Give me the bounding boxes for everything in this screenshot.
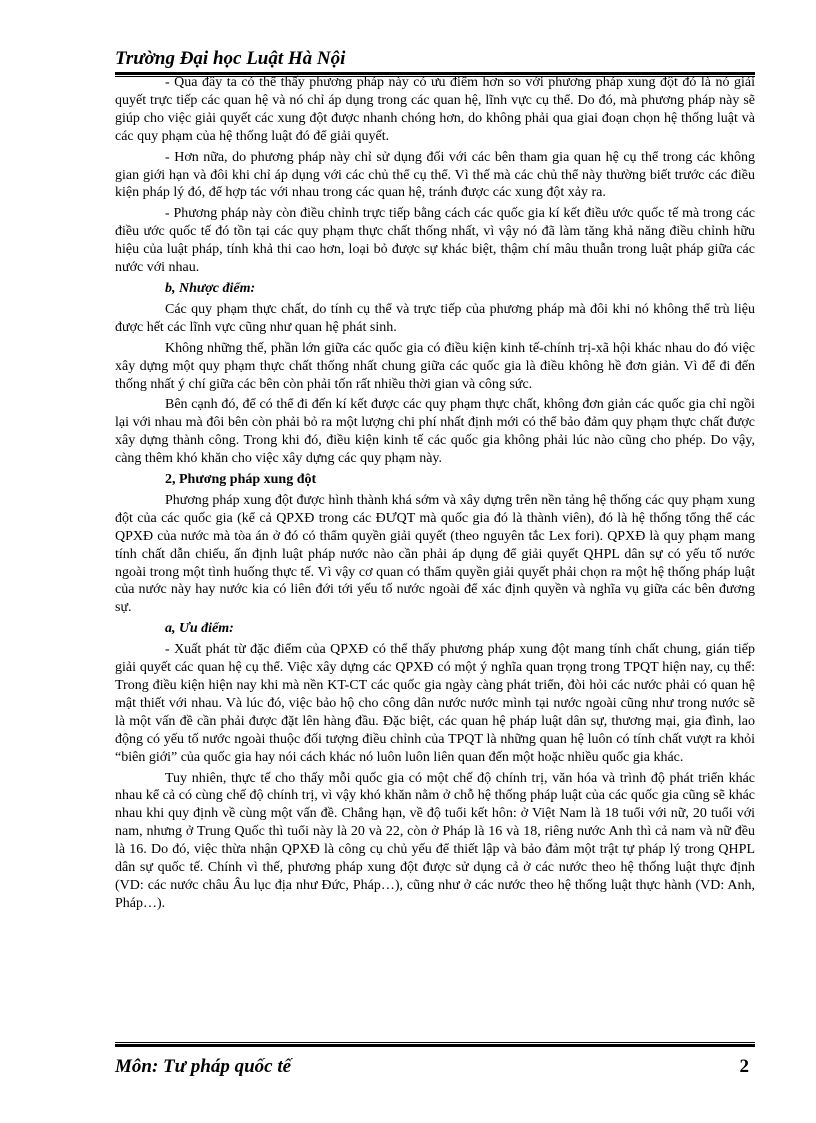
- paragraph: Không những thế, phần lớn giữa các quốc gia có điều kiện kinh tế-chính trị-xã hội khác nhau do đó việc xây dựng một quy phạm thực chất thống nhất chung giữa các quốc gia là điều không hề đơn giản. Vì để đi đến thống nhất ý chí giữa các bên còn phải tốn rất nhiều thời gian và công sức.: [115, 340, 755, 392]
- page-header: [115, 48, 755, 70]
- header-title: Trường Đại học Luật Hà Nội: [115, 48, 346, 69]
- paragraph: - Xuất phát từ đặc điểm của QPXĐ có thể thấy phương pháp xung đột mang tính chất chung, gián tiếp giải quyết các quan hệ cụ thể. Việc xây dựng các QPXĐ có một ý nghĩa quan trọng trong TPQT hiện nay, cụ thể: Trong điều kiện hiện nay khi mà nền KT-CT các quốc gia ngày càng phát triển, đòi hỏi các nước phải có quan hệ mật thiết với nhau. Và lúc đó, việc bảo hộ cho công dân nước nước mình tại nước ngoài cũng như trong nước sẽ là một vấn đề cần phải được đặt lên hàng đầu. Đặc biệt, các quan hệ pháp luật dân sự, thương mại, gia đình, lao động có yếu tố nước ngoài thuộc đối tượng điều chỉnh của TPQT là những quan hệ luôn có tính chất vượt ra khỏi “biên giới” của quốc gia hay nói cách khác nó luôn luôn liên quan đến một hoặc nhiều quốc gia khác.: [115, 642, 755, 765]
- paragraph: Phương pháp xung đột được hình thành khá sớm và xây dựng trên nền tảng hệ thống các quy phạm xung đột của các quốc gia (kể cả QPXĐ trong các ĐƯQT mà quốc gia đó là thành viên), đó là hệ thống tổng thể các QPXĐ của nước mà tòa án ở đó có thẩm quyền giải quyết (theo nguyên tắc Lex fori). QPXĐ là quy phạm mang tính chất dẫn chiếu, ấn định luật pháp nước nào cần phải áp dụng để giải quyết QHPL dân sự có yếu tố nước ngoài trong một tình huống thực tế. Vì vậy cơ quan có thẩm quyền giải quyết phải chọn ra một hệ thống pháp luật của nước này hay nước kia có liên đới tới yếu tố nước ngoài để xác định quyền và nghĩa vụ giữa các bên đương sự.: [115, 492, 755, 616]
- paragraph: - Phương pháp này còn điều chỉnh trực tiếp bằng cách các quốc gia kí kết điều ước quốc tế mà trong các điều ước quốc tế đó tồn tại các quy phạm thực chất thống nhất, vì vậy nó đã làm tăng khả năng điều chỉnh hữu hiệu của luật pháp, tính khả thi cao hơn, loại bỏ được sự khác biệt, thậm chí mâu thuẫn trong luật pháp giữa các nước với nhau.: [115, 206, 755, 276]
- footer-subject: Môn: Tư pháp quốc tế: [115, 1056, 292, 1077]
- subheading-advantages: a, Ưu điểm:: [165, 621, 234, 637]
- paragraph: - Qua đây ta có thể thấy phương pháp này có ưu điểm hơn so với phương pháp xung đột đó là nó giải quyết trực tiếp các quan hệ và nó chỉ áp dụng trong các quan hệ, lĩnh vực cụ thể. Do đó, mà phương pháp này sẽ giúp cho việc giải quyết các xung đột được nhanh chóng hơn, do không phải qua giai đoạn chọn hệ thống luật và các quy phạm của hệ thống luật đó để giải quyết.: [115, 75, 755, 144]
- subheading-disadvantages: b, Nhược điểm:: [165, 280, 256, 296]
- paragraph: - Hơn nữa, do phương pháp này chỉ sử dụng đối với các bên tham gia quan hệ cụ thể trong các không gian giới hạn và đôi khi chỉ áp dụng với các chủ thể cụ thể. Vì thế mà các chủ thể này thường biết trước các điều kiện pháp lý đó, để hợp tác với nhau trong các quan hệ, tránh được các xung đột xảy ra.: [115, 149, 755, 201]
- paragraph: Tuy nhiên, thực tế cho thấy mỗi quốc gia có một chế độ chính trị, văn hóa và trình độ phát triển khác nhau kể cả có cùng chế độ chính trị, vì vậy khó khăn nằm ở chỗ hệ thống pháp luật của các quốc gia cũng sẽ khác nhau khi quy định về cùng một vấn đề. Chẳng hạn, về độ tuổi kết hôn: ở Việt Nam là 18 tuổi với nữ, 20 tuổi với nam, nhưng ở Trung Quốc thì tuổi này là 20 và 22, còn ở Pháp là 16 và 18, riêng nước Anh thì cả nam và nữ đều là 16. Do đó, việc thừa nhận QPXĐ là công cụ chủ yếu để thiết lập và bảo đảm một trật tự pháp lý trong QHPL dân sự quốc tế. Chính vì thế, phương pháp xung đột được sử dụng cả ở các nước theo hệ thống luật thực định (VD: các nước châu Âu lục địa như Đức, Pháp…), cũng như ở các nước theo hệ thống luật thực hành (VD: Anh, Pháp…).: [115, 770, 755, 911]
- section-heading-conflict-method: 2, Phương pháp xung đột: [165, 472, 317, 488]
- document-body: [115, 74, 755, 1026]
- paragraph: Các quy phạm thực chất, do tính cụ thể và trực tiếp của phương pháp mà đôi khi nó không thể trù liệu được hết các lĩnh vực cũng như quan hệ phát sinh.: [115, 301, 755, 335]
- paragraph: Bên cạnh đó, để có thể đi đến kí kết được các quy phạm thực chất, không đơn giản các quốc gia chỉ ngồi lại với nhau mà đôi bên còn phải bỏ ra một lượng chi phí nhất định mới có thể bảo đảm quy phạm thực chất được xây dựng thành công. Trong khi đó, điều kiện kinh tế các quốc gia không phải lúc nào cũng cho phép. Do vậy, càng thêm khó khăn cho việc xây dựng các quy phạm này.: [115, 397, 755, 467]
- footer-rule: [115, 1042, 755, 1047]
- page-number: 2: [739, 1056, 749, 1077]
